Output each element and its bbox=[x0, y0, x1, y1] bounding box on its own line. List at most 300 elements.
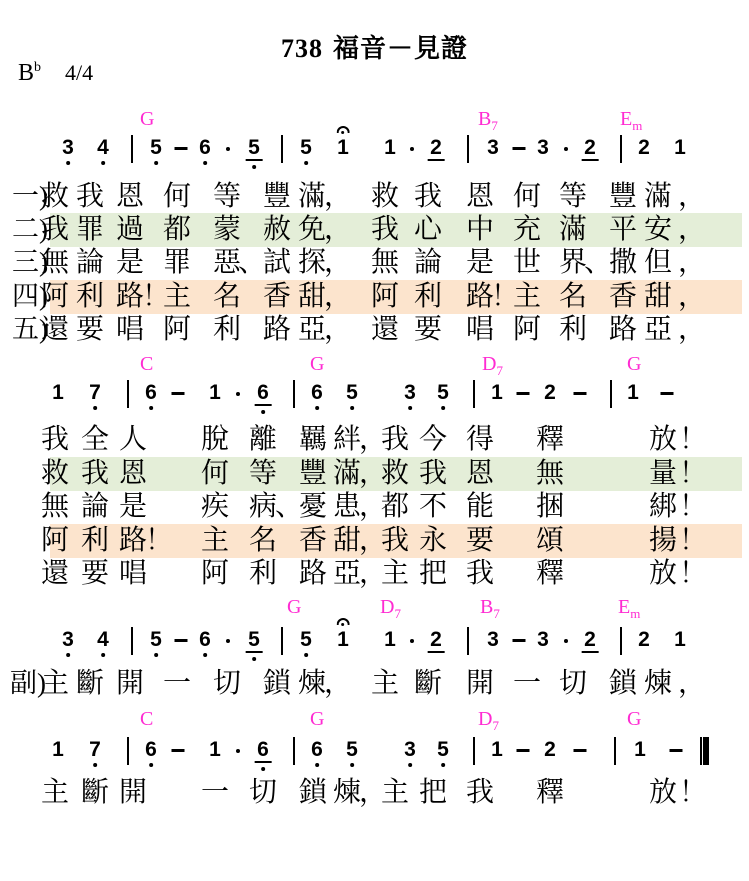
lyric-char: 唱 bbox=[465, 314, 495, 345]
chord-G: G bbox=[140, 108, 155, 130]
lyric-char: 是 bbox=[465, 247, 495, 278]
time-signature: 4/4 bbox=[65, 60, 94, 85]
lyric-char: 論 bbox=[75, 247, 105, 278]
sustain-dash bbox=[513, 147, 526, 150]
lyric-char: 界 bbox=[558, 247, 588, 278]
lyric-char: ， bbox=[358, 458, 388, 489]
low-octave-dot bbox=[154, 161, 158, 165]
lyric-char: 無 bbox=[535, 458, 565, 489]
lyric-char: 是 bbox=[115, 247, 145, 278]
lyric-char: ， bbox=[677, 214, 707, 245]
note-2: 2 bbox=[430, 628, 442, 652]
note-5: 5 bbox=[437, 381, 449, 405]
lyric-char: 放 bbox=[648, 424, 678, 455]
barline bbox=[293, 380, 295, 408]
chord-G: G bbox=[310, 708, 325, 730]
lyric-char: 主 bbox=[162, 281, 192, 312]
lyric-char: 撒 bbox=[608, 247, 638, 278]
note-5: 5 bbox=[300, 136, 312, 160]
lyric-char: 我 bbox=[465, 777, 495, 808]
sustain-dash bbox=[670, 749, 683, 752]
lyric-char: ！ bbox=[678, 777, 708, 808]
note-3: 3 bbox=[62, 136, 74, 160]
chord-C: C bbox=[140, 353, 154, 375]
chord-line bbox=[0, 596, 749, 620]
lyric-char: 我 bbox=[40, 214, 70, 245]
lyric-line bbox=[0, 457, 749, 491]
lyric-char: 論 bbox=[80, 491, 110, 522]
sustain-dash bbox=[172, 392, 185, 395]
low-octave-dot bbox=[441, 406, 445, 410]
lyric-char: 主 bbox=[512, 281, 542, 312]
note-3: 3 bbox=[487, 136, 499, 159]
lyric-char: 憂 bbox=[298, 491, 328, 522]
low-octave-dot bbox=[261, 767, 265, 771]
lyric-char: 但 bbox=[643, 247, 673, 278]
lyric-char: 利 bbox=[558, 314, 588, 345]
lyric-char: 路 bbox=[298, 558, 328, 589]
low-octave-dot bbox=[66, 161, 70, 165]
lyric-char: 救 bbox=[40, 458, 70, 489]
note-2: 2 bbox=[638, 136, 650, 159]
augmentation-dot bbox=[236, 392, 240, 396]
lyric-char: 不 bbox=[418, 491, 448, 522]
augmentation-dot bbox=[410, 147, 414, 151]
sustain-dash bbox=[574, 392, 587, 395]
note-1: 1 bbox=[491, 738, 503, 761]
note-3: 3 bbox=[537, 628, 549, 651]
lyric-char: 我 bbox=[380, 424, 410, 455]
lyric-char: 煉 bbox=[332, 777, 362, 808]
lyric-char: 路 bbox=[115, 281, 145, 312]
final-barline bbox=[700, 737, 709, 765]
note-1: 1 bbox=[634, 738, 646, 761]
lyric-char: 救 bbox=[380, 458, 410, 489]
low-octave-dot bbox=[93, 763, 97, 767]
lyric-char: 斷 bbox=[80, 777, 110, 808]
note-4: 4 bbox=[97, 628, 109, 652]
lyric-char: 揚 bbox=[648, 525, 678, 556]
eighth-underline bbox=[246, 159, 263, 161]
lyric-char: 要 bbox=[465, 525, 495, 556]
lyric-char: 滿 bbox=[558, 214, 588, 245]
note-5: 5 bbox=[300, 628, 312, 652]
barline bbox=[467, 627, 469, 655]
lyric-line bbox=[0, 313, 749, 347]
lyric-char: 無 bbox=[40, 491, 70, 522]
low-octave-dot bbox=[252, 165, 256, 169]
lyric-char: 利 bbox=[413, 281, 443, 312]
barline bbox=[614, 737, 616, 765]
barline bbox=[467, 135, 469, 163]
fermata-icon bbox=[337, 126, 350, 133]
lyric-char: 釋 bbox=[535, 424, 565, 455]
note-1: 1 bbox=[52, 738, 64, 761]
lyric-char: 永 bbox=[418, 525, 448, 556]
note-6: 6 bbox=[311, 381, 323, 405]
lyric-char: 我 bbox=[370, 214, 400, 245]
lyric-char: 過 bbox=[115, 214, 145, 245]
lyric-char: 要 bbox=[413, 314, 443, 345]
note-2: 2 bbox=[584, 136, 596, 160]
low-octave-dot bbox=[350, 763, 354, 767]
lyric-char: 論 bbox=[413, 247, 443, 278]
eighth-underline bbox=[428, 159, 445, 161]
lyric-char: 我 bbox=[75, 181, 105, 212]
lyric-char: 名 bbox=[248, 525, 278, 556]
lyric-char: 亞 bbox=[297, 314, 327, 345]
lyric-char: 、 bbox=[274, 491, 304, 522]
lyric-char: 探 bbox=[297, 247, 327, 278]
augmentation-dot bbox=[226, 639, 230, 643]
lyric-char: 救 bbox=[370, 181, 400, 212]
lyric-char: 何 bbox=[200, 458, 230, 489]
augmentation-dot bbox=[236, 749, 240, 753]
lyric-char: 阿 bbox=[370, 281, 400, 312]
note-2: 2 bbox=[638, 628, 650, 651]
lyric-char: 還 bbox=[40, 314, 70, 345]
lyric-char: 切 bbox=[558, 668, 588, 699]
lyric-char: 惡 bbox=[212, 247, 242, 278]
eighth-underline bbox=[582, 159, 599, 161]
lyric-line bbox=[0, 423, 749, 457]
lyric-char: 何 bbox=[512, 181, 542, 212]
lyric-char: 鎖 bbox=[298, 777, 328, 808]
lyric-char: 還 bbox=[40, 558, 70, 589]
notation-line bbox=[0, 738, 749, 772]
barline bbox=[127, 737, 129, 765]
note-2: 2 bbox=[584, 628, 596, 652]
lyric-char: 都 bbox=[162, 214, 192, 245]
lyric-char: 煉 bbox=[297, 668, 327, 699]
barline bbox=[131, 135, 133, 163]
low-octave-dot bbox=[408, 763, 412, 767]
sustain-dash bbox=[175, 639, 188, 642]
lyric-char: ！ bbox=[678, 525, 708, 556]
low-octave-dot bbox=[304, 161, 308, 165]
lyric-char: 心 bbox=[413, 214, 443, 245]
lyric-char: ， bbox=[358, 777, 388, 808]
lyric-char: 要 bbox=[80, 558, 110, 589]
lyric-char: 等 bbox=[248, 458, 278, 489]
lyric-char: 路 bbox=[608, 314, 638, 345]
lyric-char: ， bbox=[358, 558, 388, 589]
lyric-char: 恩 bbox=[115, 181, 145, 212]
lyric-char: 等 bbox=[212, 181, 242, 212]
lyric-char: 我 bbox=[80, 458, 110, 489]
chord-G: G bbox=[627, 708, 642, 730]
lyric-char: 一 bbox=[200, 777, 230, 808]
lyric-char: 釋 bbox=[535, 777, 565, 808]
note-5: 5 bbox=[346, 381, 358, 405]
hymn-title bbox=[0, 28, 749, 65]
note-1: 1 bbox=[209, 738, 221, 761]
lyric-char: 主 bbox=[380, 558, 410, 589]
lyric-char: ！ bbox=[678, 491, 708, 522]
lyric-char: 救 bbox=[40, 181, 70, 212]
low-octave-dot bbox=[261, 410, 265, 414]
note-4: 4 bbox=[97, 136, 109, 160]
lyric-char: 平 bbox=[608, 214, 638, 245]
lyric-char: 主 bbox=[40, 777, 70, 808]
lyric-char: 阿 bbox=[200, 558, 230, 589]
lyric-char: 滿 bbox=[643, 181, 673, 212]
lyric-char: 滿 bbox=[297, 181, 327, 212]
lyric-char: ， bbox=[358, 424, 388, 455]
lyric-char: 恩 bbox=[465, 458, 495, 489]
lyric-char: 豐 bbox=[262, 181, 292, 212]
verse-label: 二) bbox=[12, 214, 48, 244]
lyric-char: 量 bbox=[648, 458, 678, 489]
lyric-char: 主 bbox=[200, 525, 230, 556]
note-1: 1 bbox=[674, 136, 686, 159]
note-1: 1 bbox=[384, 136, 396, 159]
augmentation-dot bbox=[564, 639, 568, 643]
lyric-char: 全 bbox=[80, 424, 110, 455]
lyric-char: 把 bbox=[418, 777, 448, 808]
lyric-char: 阿 bbox=[512, 314, 542, 345]
verse-label: 五) bbox=[12, 314, 48, 344]
lyric-char: 安 bbox=[643, 214, 673, 245]
key-accidental: b bbox=[34, 60, 42, 75]
low-octave-dot bbox=[350, 406, 354, 410]
eighth-underline bbox=[428, 651, 445, 653]
fermata-icon bbox=[337, 618, 350, 625]
low-octave-dot bbox=[149, 763, 153, 767]
note-1: 1 bbox=[627, 381, 639, 404]
lyric-char: 亞 bbox=[332, 558, 362, 589]
lyric-line bbox=[0, 667, 749, 701]
lyric-char: 豐 bbox=[608, 181, 638, 212]
lyric-char: 患 bbox=[332, 491, 362, 522]
lyric-line bbox=[0, 280, 749, 314]
lyric-char: 唱 bbox=[115, 314, 145, 345]
lyric-char: ， bbox=[677, 181, 707, 212]
eighth-underline bbox=[255, 761, 272, 763]
lyric-char: 甜 bbox=[643, 281, 673, 312]
verse-label: 三) bbox=[12, 247, 48, 277]
lyric-char: 無 bbox=[40, 247, 70, 278]
lyric-char: 我 bbox=[418, 458, 448, 489]
note-1: 1 bbox=[337, 628, 349, 652]
sustain-dash bbox=[172, 749, 185, 752]
lyric-char: 我 bbox=[465, 558, 495, 589]
low-octave-dot bbox=[101, 653, 105, 657]
lyric-char: 是 bbox=[118, 491, 148, 522]
lyric-char: 要 bbox=[75, 314, 105, 345]
lyric-char: ， bbox=[323, 668, 353, 699]
low-octave-dot bbox=[304, 653, 308, 657]
lyric-char: 、 bbox=[237, 247, 267, 278]
note-1: 1 bbox=[674, 628, 686, 651]
note-5: 5 bbox=[248, 136, 260, 160]
barline bbox=[281, 627, 283, 655]
low-octave-dot bbox=[203, 161, 207, 165]
eighth-underline bbox=[582, 651, 599, 653]
note-3: 3 bbox=[487, 628, 499, 651]
lyric-char: 阿 bbox=[40, 525, 70, 556]
chord-line bbox=[0, 353, 749, 377]
note-3: 3 bbox=[404, 381, 416, 405]
lyric-char: 脫 bbox=[200, 424, 230, 455]
note-7: 7 bbox=[89, 738, 101, 762]
lyric-char: 路 bbox=[262, 314, 292, 345]
note-5: 5 bbox=[346, 738, 358, 762]
barline bbox=[281, 135, 283, 163]
lyric-char: ， bbox=[323, 181, 353, 212]
low-octave-dot bbox=[101, 161, 105, 165]
note-6: 6 bbox=[257, 381, 269, 405]
note-6: 6 bbox=[257, 738, 269, 762]
low-octave-dot bbox=[66, 653, 70, 657]
lyric-char: 絆 bbox=[332, 424, 362, 455]
lyric-char: 開 bbox=[465, 668, 495, 699]
lyric-char: 斷 bbox=[75, 668, 105, 699]
lyric-line bbox=[0, 524, 749, 558]
lyric-char: 把 bbox=[418, 558, 448, 589]
notation-line bbox=[0, 628, 749, 662]
notation-line bbox=[0, 136, 749, 170]
chord-Em: $E_m$ bbox=[620, 108, 643, 133]
chord-G: G bbox=[627, 353, 642, 375]
lyric-char: 主 bbox=[380, 777, 410, 808]
lyric-char: 利 bbox=[248, 558, 278, 589]
lyric-char: ， bbox=[323, 247, 353, 278]
lyric-char: 亞 bbox=[643, 314, 673, 345]
barline bbox=[131, 627, 133, 655]
lyric-char: 無 bbox=[370, 247, 400, 278]
lyric-char: 釋 bbox=[535, 558, 565, 589]
verse-label: 四) bbox=[12, 281, 48, 311]
note-5: 5 bbox=[248, 628, 260, 652]
low-octave-dot bbox=[203, 653, 207, 657]
note-1: 1 bbox=[337, 136, 349, 160]
lyric-char: 疾 bbox=[200, 491, 230, 522]
lyric-line bbox=[0, 180, 749, 214]
lyric-char: 免 bbox=[297, 214, 327, 245]
low-octave-dot bbox=[315, 406, 319, 410]
chord-B7: $B_7$ bbox=[478, 108, 498, 133]
note-6: 6 bbox=[311, 738, 323, 762]
note-3: 3 bbox=[537, 136, 549, 159]
hymn-number: 738 bbox=[280, 34, 323, 63]
eighth-underline bbox=[246, 651, 263, 653]
lyric-char: ， bbox=[677, 247, 707, 278]
note-6: 6 bbox=[145, 738, 157, 762]
lyric-char: 鎖 bbox=[608, 668, 638, 699]
lyric-char: 我 bbox=[40, 424, 70, 455]
lyric-char: 何 bbox=[162, 181, 192, 212]
barline bbox=[610, 380, 612, 408]
chord-line bbox=[0, 108, 749, 132]
lyric-char: 切 bbox=[248, 777, 278, 808]
lyric-char: 名 bbox=[212, 281, 242, 312]
lyric-char: 名 bbox=[558, 281, 588, 312]
lyric-char: ！ bbox=[678, 558, 708, 589]
lyric-char: ！ bbox=[678, 458, 708, 489]
lyric-char: 利 bbox=[75, 281, 105, 312]
lyric-char: 放 bbox=[648, 558, 678, 589]
lyric-char: ， bbox=[323, 281, 353, 312]
verse-label: 一) bbox=[12, 181, 48, 211]
lyric-char: 赦 bbox=[262, 214, 292, 245]
lyric-char: 都 bbox=[380, 491, 410, 522]
low-octave-dot bbox=[154, 653, 158, 657]
barline bbox=[620, 627, 622, 655]
chord-D7: $D_7$ bbox=[478, 708, 499, 733]
lyric-char: 頌 bbox=[535, 525, 565, 556]
key-signature bbox=[18, 60, 93, 87]
lyric-char: ！ bbox=[144, 525, 174, 556]
lyric-char: ， bbox=[358, 525, 388, 556]
lyric-char: 阿 bbox=[40, 281, 70, 312]
lyric-char: 試 bbox=[262, 247, 292, 278]
verse-label: 副) bbox=[10, 668, 46, 698]
chord-D7: $D_7$ bbox=[482, 353, 503, 378]
lyric-char: 開 bbox=[115, 668, 145, 699]
note-3: 3 bbox=[404, 738, 416, 762]
lyric-char: ， bbox=[677, 314, 707, 345]
lyric-char: 一 bbox=[162, 668, 192, 699]
lyric-char: 唱 bbox=[118, 558, 148, 589]
lyric-char: 香 bbox=[298, 525, 328, 556]
barline bbox=[620, 135, 622, 163]
sustain-dash bbox=[517, 749, 530, 752]
lyric-char: 得 bbox=[465, 424, 495, 455]
low-octave-dot bbox=[93, 406, 97, 410]
lyric-char: 放 bbox=[648, 777, 678, 808]
note-2: 2 bbox=[430, 136, 442, 160]
lyric-char: ！ bbox=[490, 281, 520, 312]
lyric-char: 鎖 bbox=[262, 668, 292, 699]
lyric-char: ， bbox=[677, 668, 707, 699]
note-1: 1 bbox=[52, 381, 64, 404]
sustain-dash bbox=[517, 392, 530, 395]
lyric-char: 豐 bbox=[298, 458, 328, 489]
sustain-dash bbox=[175, 147, 188, 150]
note-6: 6 bbox=[199, 628, 211, 652]
lyric-line bbox=[0, 246, 749, 280]
lyric-char: 綁 bbox=[648, 491, 678, 522]
low-octave-dot bbox=[149, 406, 153, 410]
lyric-char: ！ bbox=[141, 281, 171, 312]
chord-D7: $D_7$ bbox=[380, 596, 401, 621]
chord-G: G bbox=[310, 353, 325, 375]
lyric-char: 還 bbox=[370, 314, 400, 345]
lyric-char: 罪 bbox=[162, 247, 192, 278]
lyric-char: 蒙 bbox=[212, 214, 242, 245]
low-octave-dot bbox=[408, 406, 412, 410]
hymn-title-text: 福音－見證 bbox=[332, 34, 468, 63]
barline bbox=[473, 380, 475, 408]
lyric-char: 、 bbox=[583, 247, 613, 278]
low-octave-dot bbox=[252, 657, 256, 661]
lyric-char: 恩 bbox=[465, 181, 495, 212]
chord-B7: $B_7$ bbox=[480, 596, 500, 621]
note-6: 6 bbox=[145, 381, 157, 405]
lyric-char: 斷 bbox=[413, 668, 443, 699]
lyric-char: 今 bbox=[418, 424, 448, 455]
low-octave-dot bbox=[315, 763, 319, 767]
lyric-char: ， bbox=[323, 314, 353, 345]
eighth-underline bbox=[255, 404, 272, 406]
sustain-dash bbox=[661, 392, 674, 395]
lyric-char: 香 bbox=[608, 281, 638, 312]
lyric-char: 主 bbox=[40, 668, 70, 699]
lyric-char: 一 bbox=[512, 668, 542, 699]
lyric-char: 香 bbox=[262, 281, 292, 312]
lyric-char: 人 bbox=[118, 424, 148, 455]
